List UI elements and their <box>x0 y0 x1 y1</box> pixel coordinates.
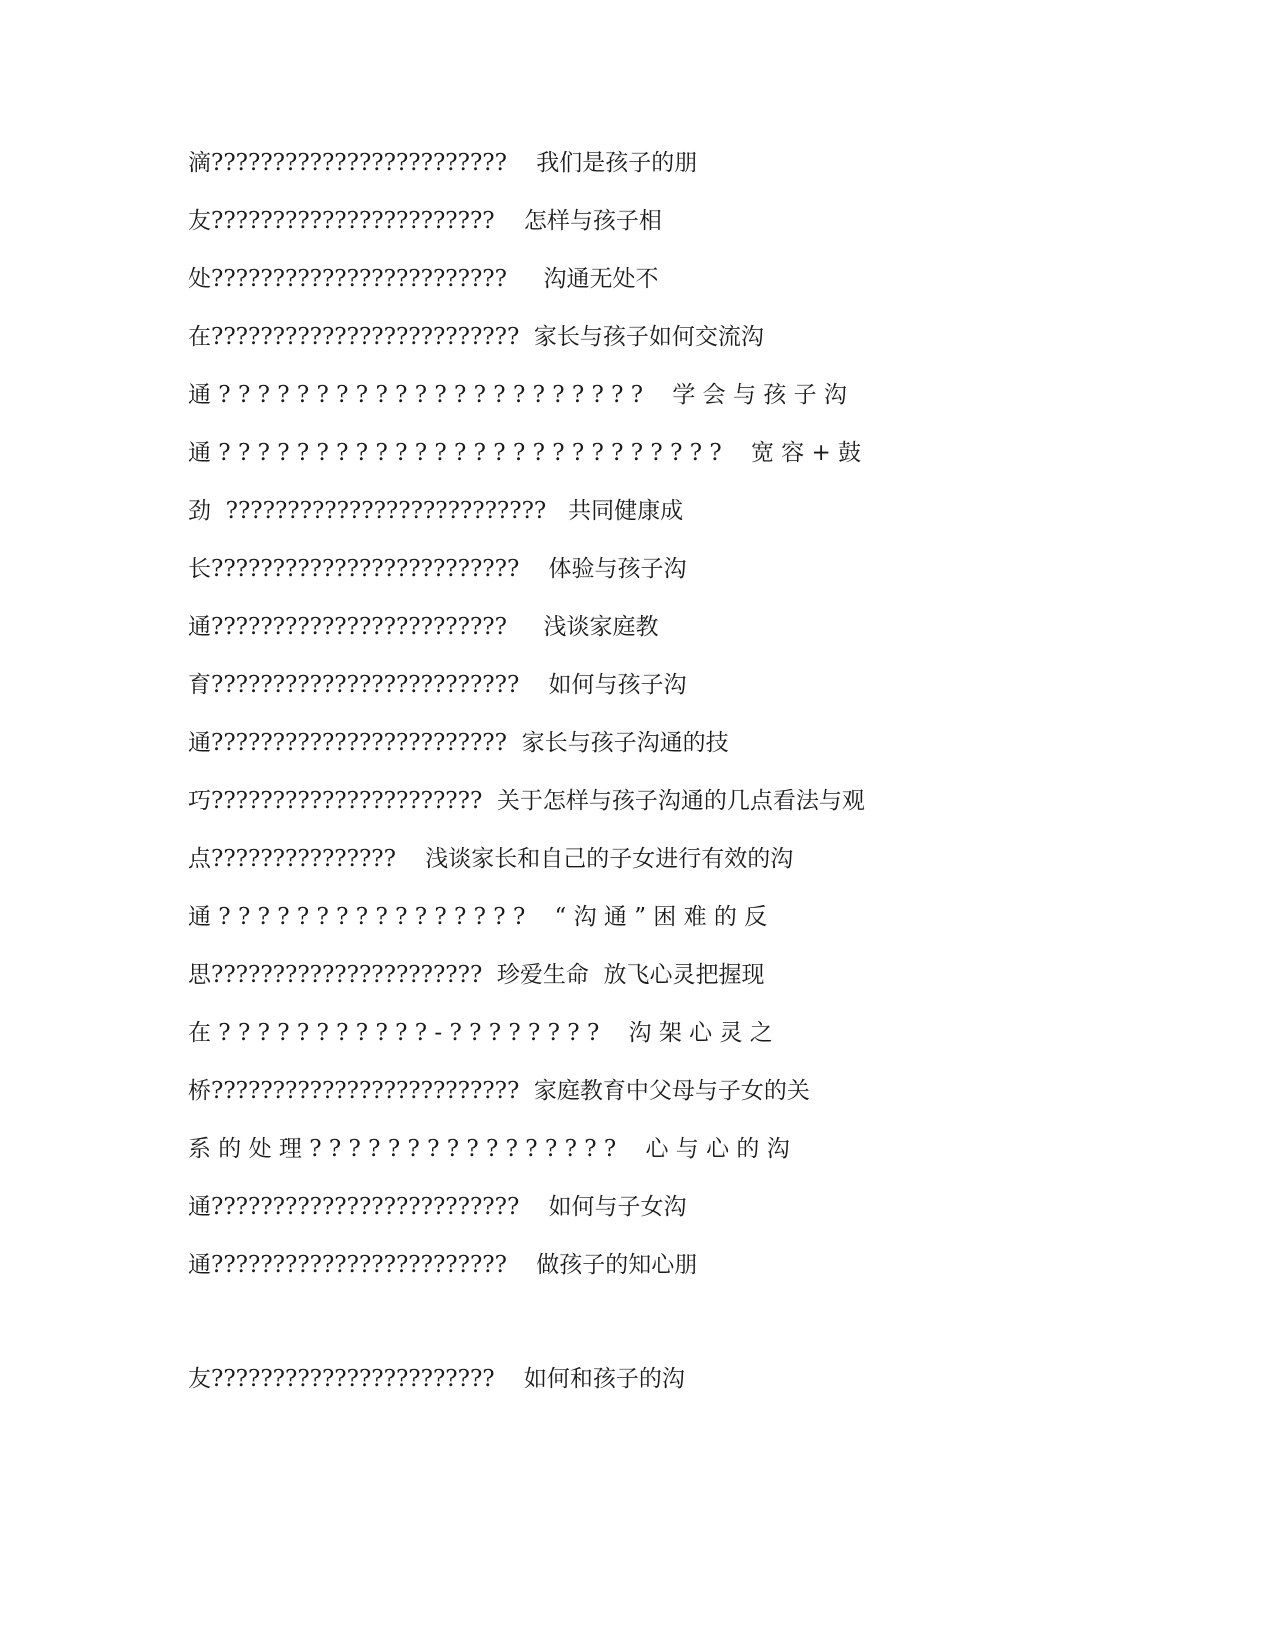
toc-line: 巧?????????????????????? 关于怎样与孩子沟通的几点看法与观 <box>188 788 865 814</box>
toc-line: 在 ? ? ? ? ? ? ? ? ? ? ? - ? ? ? ? ? ? ? ? 沟 架 心 灵 之 <box>188 1020 773 1046</box>
toc-line: 通????????????????????????? 如何与子女沟 <box>188 1194 687 1220</box>
toc-line: 友??????????????????????? 如何和孩子的沟 <box>188 1366 685 1392</box>
toc-line: 通???????????????????????? 浅谈家庭教 <box>188 614 659 640</box>
toc-line: 友??????????????????????? 怎样与孩子相 <box>188 208 662 234</box>
toc-line: 长????????????????????????? 体验与孩子沟 <box>188 556 687 582</box>
toc-line: 育????????????????????????? 如何与孩子沟 <box>188 672 687 698</box>
toc-line: 处???????????????????????? 沟通无处不 <box>188 266 659 292</box>
toc-line: 桥????????????????????????? 家庭教育中父母与子女的关 <box>188 1078 810 1104</box>
toc-line: 通???????????????????????? 家长与孩子沟通的技 <box>188 730 729 756</box>
toc-line: 滴???????????????????????? 我们是孩子的朋 <box>188 150 698 176</box>
toc-line: 系 的 处 理 ? ? ? ? ? ? ? ? ? ? ? ? ? ? ? ? 心 与 心 的 沟 <box>188 1136 790 1162</box>
toc-line: 通 ? ? ? ? ? ? ? ? ? ? ? ? ? ? ? ? “ 沟 通 ” 困 难 的 反 <box>188 904 768 930</box>
toc-line: 在????????????????????????? 家长与孩子如何交流沟 <box>188 324 764 350</box>
toc-line: 点??????????????? 浅谈家长和自己的子女进行有效的沟 <box>188 846 794 872</box>
toc-line: 思?????????????????????? 珍爱生命 放飞心灵把握现 <box>188 962 765 988</box>
toc-line: 通???????????????????????? 做孩子的知心朋 <box>188 1252 698 1278</box>
toc-line: 通 ? ? ? ? ? ? ? ? ? ? ? ? ? ? ? ? ? ? ? ? ? ? ? ? ? ? 宽 容 + 鼓 <box>188 440 862 466</box>
toc-line: 通 ? ? ? ? ? ? ? ? ? ? ? ? ? ? ? ? ? ? ? ? ? ? 学 会 与 孩 子 沟 <box>188 382 847 408</box>
toc-line: 劲 ?????????????????????????? 共同健康成 <box>188 498 684 524</box>
